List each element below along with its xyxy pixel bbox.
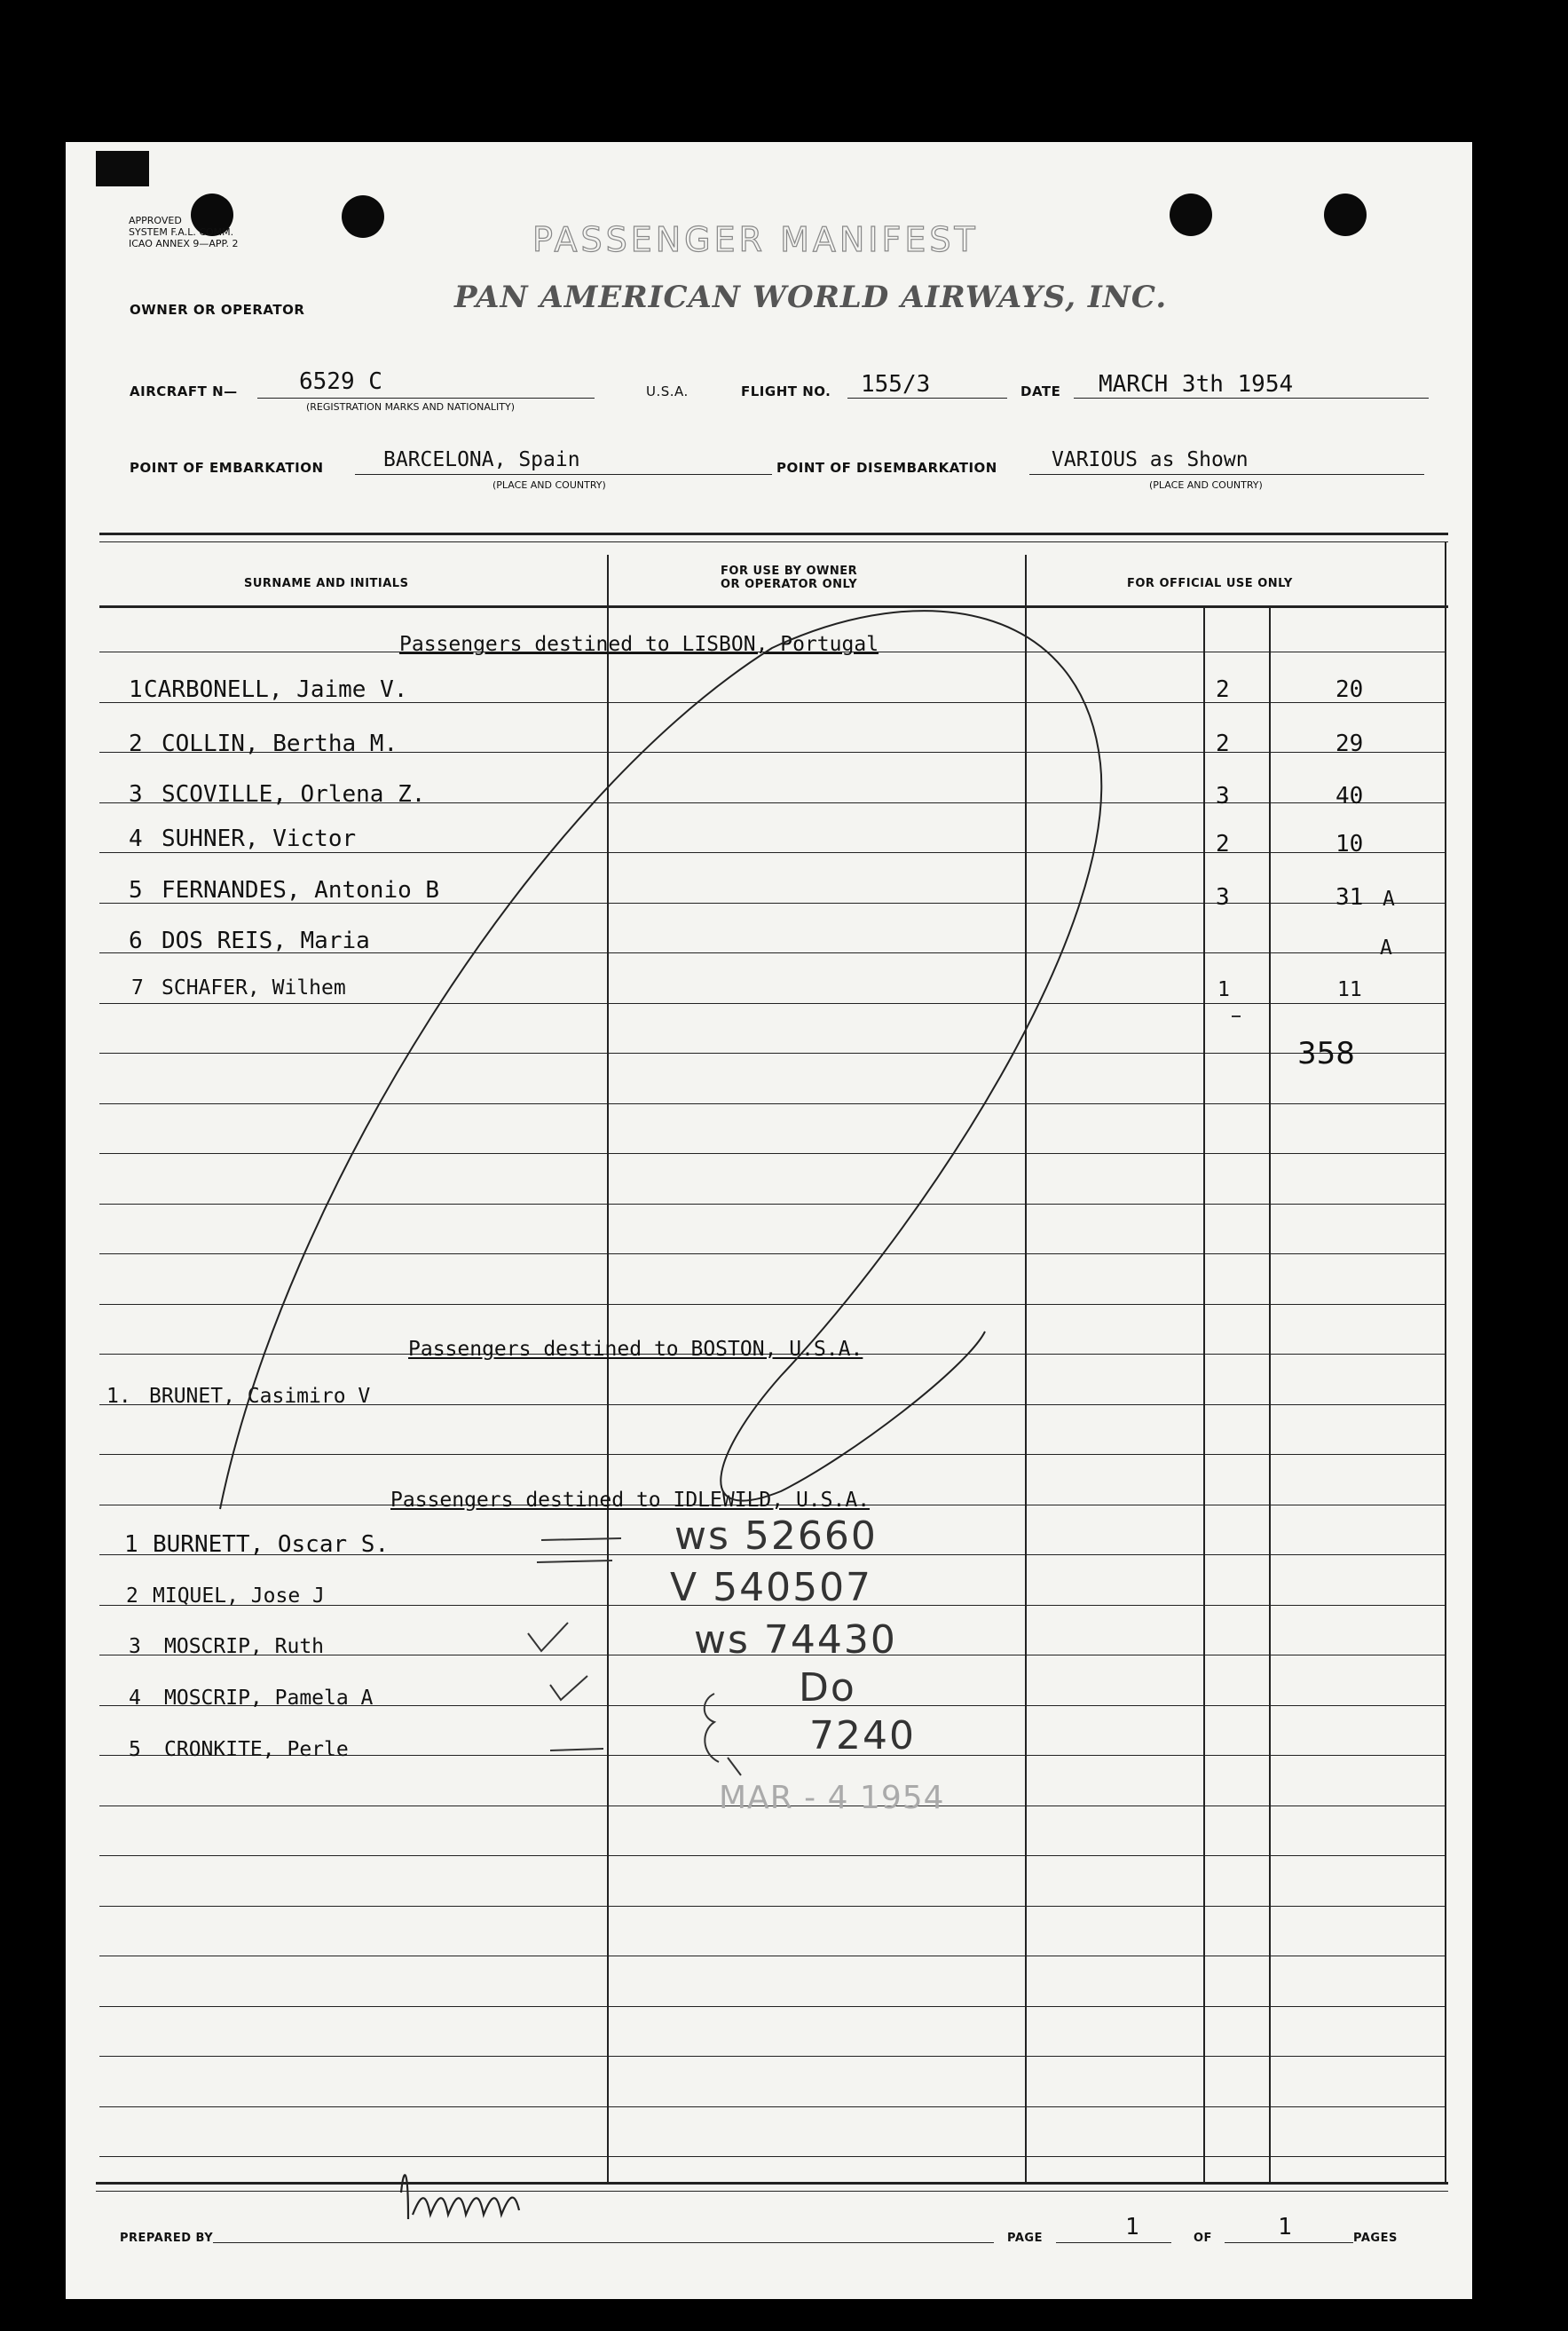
aircraft-caption: (REGISTRATION MARKS AND NATIONALITY) bbox=[306, 401, 516, 413]
passenger-number: 7 bbox=[131, 976, 144, 1000]
passenger-number: 4 bbox=[129, 1687, 141, 1710]
pages-label: PAGES bbox=[1353, 2232, 1398, 2245]
date-value: MARCH 3th 1954 bbox=[1099, 371, 1294, 398]
flight-label: FLIGHT NO. bbox=[741, 383, 831, 399]
official-mark: A bbox=[1383, 888, 1395, 911]
passenger-number: 2 bbox=[126, 1584, 138, 1608]
passenger-name: MOSCRIP, Ruth bbox=[164, 1635, 325, 1658]
official-code: 3 bbox=[1216, 884, 1230, 911]
received-date-stamp: MAR - 4 1954 bbox=[719, 1780, 945, 1816]
operator-name: PAN AMERICAN WORLD AIRWAYS, INC. bbox=[454, 280, 1168, 315]
passenger-number: 5 bbox=[129, 1738, 141, 1761]
approval-note: APPROVED SYSTEM F.A.L. COMM. ICAO ANNEX 9—APP. 2 bbox=[129, 215, 239, 249]
disembark-label: POINT OF DISEMBARKATION bbox=[776, 460, 997, 476]
passenger-number: 6 bbox=[129, 928, 143, 954]
official-code: 40 bbox=[1336, 783, 1364, 810]
passenger-name: COLLIN, Bertha M. bbox=[162, 731, 398, 757]
passenger-number: 3 bbox=[129, 781, 143, 808]
col-official-header: FOR OFFICIAL USE ONLY bbox=[1127, 577, 1293, 590]
passenger-name: SCHAFER, Wilhem bbox=[162, 976, 346, 1000]
section-heading-idlewild: Passengers destined to IDLEWILD, U.S.A. bbox=[390, 1489, 871, 1512]
official-code: 11 bbox=[1337, 978, 1362, 1001]
prepared-by-label: PREPARED BY bbox=[120, 2232, 214, 2245]
page-number: 1 bbox=[1125, 2214, 1139, 2240]
handwritten-note: 7240 bbox=[809, 1713, 916, 1758]
operator-label: OWNER OR OPERATOR bbox=[130, 302, 305, 318]
disembark-caption: (PLACE AND COUNTRY) bbox=[1149, 479, 1263, 491]
usa-label: U.S.A. bbox=[646, 383, 689, 399]
page-label: PAGE bbox=[1007, 2232, 1043, 2245]
dash-mark bbox=[537, 1538, 621, 1562]
section-heading-lisbon: Passengers destined to LISBON, Portugal bbox=[399, 633, 879, 656]
flight-value: 155/3 bbox=[861, 371, 931, 398]
handwritten-note: ws 74430 bbox=[694, 1617, 897, 1663]
official-code: 31 bbox=[1336, 884, 1364, 911]
handwritten-note: ws 52660 bbox=[674, 1513, 878, 1559]
passenger-number: 3 bbox=[129, 1635, 141, 1658]
passenger-number: 1. bbox=[106, 1385, 131, 1408]
section-total: 358 bbox=[1297, 1036, 1355, 1071]
passenger-number: 4 bbox=[129, 826, 143, 852]
aircraft-value: 6529 C bbox=[299, 368, 382, 395]
official-code: 2 bbox=[1216, 676, 1230, 703]
check-mark-icon bbox=[528, 1623, 568, 1651]
cancel-loop-mark bbox=[220, 611, 1101, 1509]
passenger-name: CRONKITE, Perle bbox=[164, 1738, 349, 1761]
embark-caption: (PLACE AND COUNTRY) bbox=[492, 479, 606, 491]
brace-mark bbox=[705, 1694, 719, 1762]
official-code: 2 bbox=[1216, 831, 1230, 857]
passenger-number: 1 bbox=[124, 1531, 138, 1558]
page-count: 1 bbox=[1278, 2214, 1292, 2240]
passenger-name: DOS REIS, Maria bbox=[162, 928, 370, 954]
embark-value: BARCELONA, Spain bbox=[383, 448, 580, 471]
preparer-signature bbox=[401, 2175, 519, 2219]
disembark-value: VARIOUS as Shown bbox=[1052, 448, 1249, 471]
passenger-name: MIQUEL, Jose J bbox=[153, 1584, 325, 1608]
passenger-name: SCOVILLE, Orlena Z. bbox=[162, 781, 426, 808]
col-surname-header: SURNAME AND INITIALS bbox=[244, 577, 409, 590]
section-heading-boston: Passengers destined to BOSTON, U.S.A. bbox=[408, 1338, 863, 1361]
official-code: 3 bbox=[1216, 783, 1230, 810]
form-title: PASSENGER MANIFEST bbox=[532, 220, 979, 259]
passenger-number: 1 bbox=[129, 676, 143, 703]
passenger-number: 5 bbox=[129, 877, 143, 904]
official-code: 2 bbox=[1216, 731, 1230, 757]
official-code: 20 bbox=[1336, 676, 1364, 703]
date-label: DATE bbox=[1020, 383, 1061, 399]
handwritten-note: Do bbox=[799, 1665, 856, 1711]
passenger-name: BRUNET, Casimiro V bbox=[149, 1385, 371, 1408]
official-code: 10 bbox=[1336, 831, 1364, 857]
of-label: OF bbox=[1194, 2232, 1212, 2245]
passenger-name: BURNETT, Oscar S. bbox=[153, 1531, 390, 1558]
aircraft-label: AIRCRAFT N— bbox=[130, 383, 238, 399]
dash-mark bbox=[550, 1749, 603, 1750]
passenger-name: SUHNER, Victor bbox=[162, 826, 357, 852]
official-code: 29 bbox=[1336, 731, 1364, 757]
passenger-number: 2 bbox=[129, 731, 143, 757]
passenger-name: FERNANDES, Antonio B bbox=[162, 877, 440, 904]
embark-label: POINT OF EMBARKATION bbox=[130, 460, 324, 476]
official-code: 1 bbox=[1217, 978, 1230, 1001]
passenger-name: MOSCRIP, Pamela A bbox=[164, 1687, 374, 1710]
check-mark-icon bbox=[550, 1676, 587, 1700]
official-mark: A bbox=[1380, 936, 1392, 960]
passenger-name: CARBONELL, Jaime V. bbox=[144, 676, 408, 703]
col-owner-header: FOR USE BY OWNER OR OPERATOR ONLY bbox=[721, 565, 858, 591]
handwritten-note: V 540507 bbox=[670, 1565, 873, 1610]
